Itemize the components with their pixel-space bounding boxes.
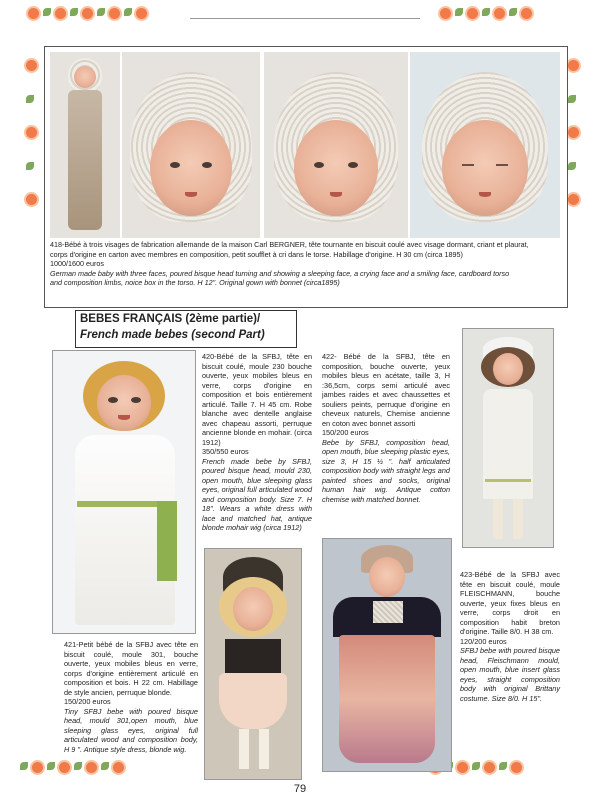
flower-icon bbox=[28, 8, 39, 19]
lot-422-en: Bebe by SFBJ, composition head, open mouth, blue sleeping plastic eyes, size 3, H 15 ½ ". half articulated composition body with straight legs and painted shoes and socks, original human hair wig. Antique cotton chemise with matched bonnet. bbox=[322, 437, 450, 504]
photo-418-smiling-face bbox=[122, 52, 260, 238]
leaf-icon bbox=[26, 95, 34, 103]
top-rule bbox=[190, 18, 420, 19]
lot-418-price: 1000/1600 euros bbox=[50, 259, 104, 269]
flower-icon bbox=[109, 8, 120, 19]
lot-422-caption bbox=[322, 352, 450, 504]
lot-421-en: Tiny SFBJ bebe with poured bisque head, mould 301,open mouth, blue sleeping glass eyes, original full articulated wood and composition body, H 9 ". Antique style dress, blonde wig. bbox=[64, 706, 198, 754]
page-number: 79 bbox=[293, 783, 307, 795]
lot-422-fr: 422- Bébé de la SFBJ, tête en composition, bouche ouverte, yeux mobiles bleus en acétate, taille 3, H :36,5cm, corps semi articulé avec jambes raides et avec chaussettes et souliers peints, perruque d'origine en cheveux naturels, Chemise ancienne en coton avec bonnet assorti bbox=[322, 352, 450, 428]
flower-icon bbox=[457, 762, 468, 773]
section-title: BEBES FRANÇAIS (2ème partie)/ bbox=[80, 313, 261, 325]
photo-418-sleeping-face bbox=[410, 52, 560, 238]
flower-icon bbox=[113, 762, 124, 773]
leaf-icon bbox=[482, 8, 490, 16]
lot-418-fr-line1: 418-Bébé à trois visages de fabrication allemande de la maison Carl BERGNER, tête tournante en biscuit coulé avec visage dormant, criant et plaurat, bbox=[50, 240, 529, 249]
flower-icon bbox=[86, 762, 97, 773]
flower-icon bbox=[467, 8, 478, 19]
lot-423-fr: 423-Bébé de la SFBJ avec tête en biscuit coulé, moule FLEISCHMANN, bouche ouverte, yeux fixes bleus en verre, corps droit en composition habit breton d'origine. Taille 8/0. H 38 cm. bbox=[460, 570, 560, 636]
photo-lot-422 bbox=[462, 328, 554, 548]
photo-lot-423 bbox=[322, 538, 452, 772]
flower-icon bbox=[440, 8, 451, 19]
flower-icon bbox=[82, 8, 93, 19]
lot-421-fr: 421-Petit bébé de la SFBJ avec tête en biscuit coulé, moule 301, bouche ouverte, yeux mobiles bleus en verre, corps d'origine entièrement articulé en composition et bois. H 22 cm. Habillage de style ancien, perruque blonde. bbox=[64, 640, 198, 697]
leaf-icon bbox=[101, 762, 109, 770]
lot-420-price: 350/550 euros bbox=[202, 447, 249, 456]
lot-420-en: French made bebe by SFBJ, poured bisque head, mould 230, open mouth, blue sleeping glass eyes, original full articulated wood and composition body. Size 7. H 18". Wears a white dress with lace and matched hat, antique blonde mohair wig (circa 1912) bbox=[202, 456, 312, 532]
floral-border-right bbox=[568, 60, 584, 205]
lot-423-en: SFBJ bebe with poured bisque head, Fleischmann mould, open mouth, blue insert glass eyes, straight composition body with original Brittany costume. Size 8/0. H 15". bbox=[460, 646, 560, 703]
leaf-icon bbox=[70, 8, 78, 16]
flower-icon bbox=[568, 194, 579, 205]
flower-icon bbox=[521, 8, 532, 19]
leaf-icon bbox=[20, 762, 28, 770]
photo-lot-421 bbox=[204, 548, 302, 780]
lot-420-caption bbox=[202, 352, 312, 533]
flower-icon bbox=[136, 8, 147, 19]
flower-icon bbox=[511, 762, 522, 773]
leaf-icon bbox=[472, 762, 480, 770]
leaf-icon bbox=[455, 8, 463, 16]
photo-418-crying-face bbox=[264, 52, 408, 238]
lot-423-price: 120/200 euros bbox=[460, 636, 507, 646]
lot-422-price: 150/200 euros bbox=[322, 428, 369, 437]
flower-icon bbox=[55, 8, 66, 19]
section-subtitle: French made bebes (second Part) bbox=[80, 329, 265, 341]
floral-border-top-right bbox=[440, 8, 580, 48]
lot-418-en-line1: German made baby with three faces, poured bisque head turning and showing a sleeping face, a crying face and a smiling face, cardboard torso bbox=[50, 268, 510, 278]
leaf-icon bbox=[568, 95, 576, 103]
flower-icon bbox=[59, 762, 70, 773]
lot-420-fr: 420-Bébé de la SFBJ, tête en biscuit coulé, moule 230 bouche ouverte, yeux mobiles bleus en verre, corps d'origine en composition et bois entièrement articulé. Taille 7. H 45 cm. Robe blanche avec dentelle anglaise avec chapeau assorti, perruque ancienne blonde en mohair. (circa 1912) bbox=[202, 352, 312, 447]
flower-icon bbox=[484, 762, 495, 773]
leaf-icon bbox=[74, 762, 82, 770]
photo-lot-420 bbox=[52, 350, 196, 634]
lot-418-fr-line2: corps d'origine en carton avec membres en composition, petit soufflet à cri dans le torse. Habillage d'origine. H 30 cm (circa 1895) bbox=[50, 249, 463, 259]
leaf-icon bbox=[568, 162, 576, 170]
lot-418-en-line2: and composition limbs, noice box in the torso. H 12". Original gown with bonnet (circa1895) bbox=[50, 278, 340, 288]
lot-418-caption bbox=[50, 240, 560, 288]
leaf-icon bbox=[124, 8, 132, 16]
flower-icon bbox=[568, 127, 579, 138]
lot-423-caption bbox=[460, 570, 560, 703]
flower-icon bbox=[568, 60, 579, 71]
leaf-icon bbox=[26, 162, 34, 170]
lot-421-price: 150/200 euros bbox=[64, 697, 111, 706]
lot-421-caption bbox=[64, 640, 198, 754]
leaf-icon bbox=[97, 8, 105, 16]
flower-icon bbox=[26, 194, 37, 205]
flower-icon bbox=[26, 60, 37, 71]
flower-icon bbox=[32, 762, 43, 773]
leaf-icon bbox=[47, 762, 55, 770]
flower-icon bbox=[26, 127, 37, 138]
photo-418-full-doll bbox=[50, 52, 120, 238]
leaf-icon bbox=[499, 762, 507, 770]
floral-border-left bbox=[26, 60, 42, 205]
floral-border-top-left bbox=[28, 8, 178, 48]
leaf-icon bbox=[43, 8, 51, 16]
flower-icon bbox=[494, 8, 505, 19]
leaf-icon bbox=[509, 8, 517, 16]
